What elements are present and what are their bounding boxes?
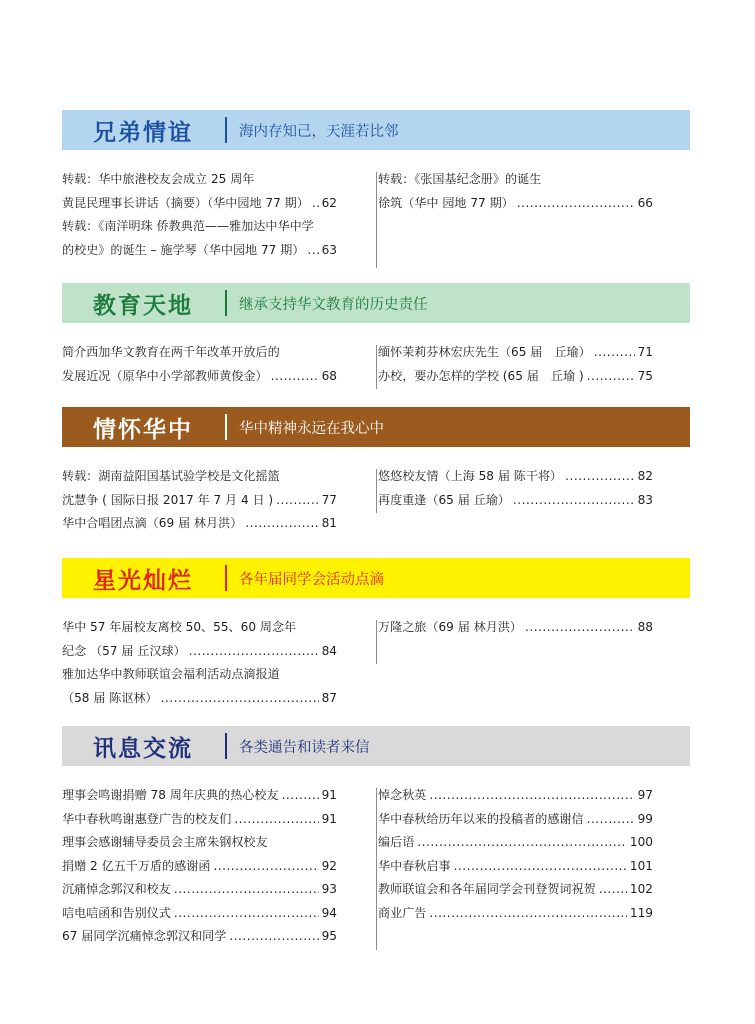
toc-right-column: [378, 341, 653, 388]
toc-entry[interactable]: [62, 784, 337, 808]
toc-left-column: [62, 465, 337, 536]
toc-entry-text: 沉痛悼念郭汉和校友: [62, 882, 171, 896]
toc-entry-line: [62, 215, 337, 239]
dot-leader: [276, 489, 318, 513]
section-information: [62, 726, 690, 949]
section-subtitle: 各年届同学会活动点滴: [239, 571, 384, 588]
toc-entry-text: 徐筑（华中 园地 77 期）: [378, 195, 514, 210]
toc-entry[interactable]: [62, 465, 337, 512]
toc-page-number: 93: [321, 882, 337, 896]
toc-page-number: 87: [321, 690, 337, 705]
toc-page-number: 97: [637, 788, 653, 802]
banner-divider: [225, 117, 227, 143]
dot-leader: [189, 640, 319, 664]
banner-divider: [225, 414, 227, 440]
dot-leader: [234, 808, 318, 832]
toc-entry-line: [378, 365, 653, 389]
toc-entry-line: [62, 925, 337, 949]
toc-page-number: 100: [629, 835, 653, 849]
toc-entry-line: [378, 808, 653, 832]
dot-leader: [174, 902, 319, 926]
toc-page-number: 81: [321, 516, 337, 530]
toc-columns: [62, 341, 690, 388]
toc-entry[interactable]: [62, 341, 337, 388]
toc-entry-text: 万隆之旅（69 届 林月洪）: [378, 620, 523, 634]
dot-leader: [229, 925, 318, 949]
toc-entry-line: [62, 831, 337, 855]
dot-leader: [587, 365, 635, 389]
column-divider: [376, 788, 377, 950]
toc-entry-line: [378, 489, 653, 513]
dot-leader: [312, 192, 319, 216]
section-brotherhood: [62, 110, 690, 262]
toc-entry-text: 悼念秋英: [378, 788, 427, 802]
toc-right-column: [378, 465, 653, 536]
toc-entry[interactable]: [378, 489, 653, 513]
toc-page-number: 119: [629, 905, 653, 920]
column-divider: [376, 620, 377, 664]
toc-entry[interactable]: [378, 465, 653, 489]
toc-entry-line: [62, 341, 337, 365]
toc-entry-text: 转载：《南洋明珠 侨教典范——雅加达中华中学: [62, 219, 314, 233]
toc-entry-line: [62, 784, 337, 808]
toc-entry[interactable]: [62, 808, 337, 832]
toc-page-number: 102: [629, 882, 653, 896]
toc-page-number: 77: [321, 492, 337, 507]
toc-entry[interactable]: [378, 902, 653, 926]
section-banner: [62, 283, 690, 323]
section-subtitle: 海内存知己，天涯若比邻: [239, 123, 399, 140]
toc-entry-text: 教师联谊会和各年届同学会刊登贺词祝贺: [378, 882, 596, 896]
toc-entry[interactable]: [62, 168, 337, 215]
toc-columns: [62, 784, 690, 949]
toc-columns: [62, 168, 690, 262]
toc-entry-text: 缅怀茉莉芬林宏庆先生（65 届 丘瑜）: [378, 345, 591, 359]
toc-right-column: [378, 616, 653, 710]
toc-entry-line: [62, 489, 337, 513]
toc-page-number: 71: [637, 345, 653, 359]
toc-page-number: 95: [321, 929, 337, 943]
column-divider: [376, 469, 377, 513]
toc-columns: [62, 465, 690, 536]
toc-entry[interactable]: [378, 168, 653, 215]
toc-entry-text: 华中春秋给历年以来的投稿者的感谢信: [378, 811, 584, 826]
section-subtitle: 各类通告和读者来信: [239, 739, 370, 756]
toc-entry-line: [62, 687, 337, 711]
toc-entry-line: [378, 784, 653, 808]
toc-page-number: 88: [637, 620, 653, 634]
toc-entry-line: [378, 341, 653, 365]
section-huazhong-sentiment: [62, 407, 690, 536]
section-title: 教育天地: [93, 291, 193, 319]
dot-leader: [271, 365, 319, 389]
toc-entry-text: 转载：湖南益阳国基试验学校是文化摇篮: [62, 469, 280, 483]
toc-page-number: 92: [321, 858, 337, 873]
dot-leader: [525, 616, 635, 640]
toc-entry-text: 黄昆民理事长讲话（摘要）（华中园地 77 期）: [62, 195, 309, 210]
section-subtitle: 华中精神永远在我心中: [239, 420, 384, 437]
section-title: 星光灿烂: [93, 566, 193, 594]
toc-page-number: 94: [321, 905, 337, 920]
toc-page-number: 91: [321, 811, 337, 826]
toc-entry-text: 办校，要办怎样的学校 (65 届 丘瑜 ): [378, 368, 584, 383]
toc-entry-text: 编后语: [378, 835, 415, 849]
toc-page-number: 83: [637, 492, 653, 507]
toc-entry-text: 华中 57 年届校友离校 50、55、60 周念年: [62, 620, 297, 634]
toc-entry-line: [62, 663, 337, 687]
toc-entry[interactable]: [378, 808, 653, 832]
toc-right-column: [378, 784, 653, 949]
dot-leader: [307, 239, 318, 263]
toc-entry-text: 发展近况（原华中小学部教师黄俊金）: [62, 368, 268, 383]
toc-entry-text: 唁电唁函和告别仪式: [62, 905, 171, 920]
section-title: 兄弟情谊: [93, 118, 193, 146]
column-divider: [376, 345, 377, 389]
toc-entry-line: [62, 808, 337, 832]
toc-entry[interactable]: [62, 878, 337, 902]
toc-page-number: 63: [321, 242, 337, 257]
toc-entry-line: [62, 616, 337, 640]
toc-page-number: 82: [637, 469, 653, 483]
toc-entry-line: [378, 168, 653, 192]
section-title: 讯息交流: [93, 734, 193, 762]
dot-leader: [517, 192, 635, 216]
toc-columns: [62, 616, 690, 710]
toc-entry-line: [62, 878, 337, 902]
toc-entry-text: 的校史》的诞生 – 施学琴（华中园地 77 期）: [62, 242, 305, 257]
toc-page-number: 101: [629, 858, 653, 873]
dot-leader: [454, 855, 627, 879]
dot-leader: [594, 341, 635, 365]
toc-entry[interactable]: [62, 616, 337, 663]
toc-entry-text: （58 届 陈讴林）: [62, 690, 158, 705]
toc-entry-line: [378, 831, 653, 855]
dot-leader: [429, 902, 627, 926]
toc-page-number: 62: [321, 195, 337, 210]
toc-entry-text: 沈慧争 ( 国际日报 2017 年 7 月 4 日 ): [62, 492, 274, 507]
toc-entry[interactable]: [62, 925, 337, 949]
section-banner: [62, 110, 690, 150]
toc-right-column: [378, 168, 653, 262]
dot-leader: [161, 687, 319, 711]
toc-entry[interactable]: [378, 878, 653, 902]
toc-entry-line: [378, 192, 653, 216]
dot-leader: [429, 784, 634, 808]
toc-entry-text: 华中春秋鸣谢惠登广告的校友们: [62, 811, 232, 826]
banner-divider: [225, 565, 227, 591]
banner-divider: [225, 290, 227, 316]
toc-entry[interactable]: [378, 784, 653, 808]
toc-page-number: 91: [321, 788, 337, 802]
toc-left-column: [62, 784, 337, 949]
toc-entry-text: 捐赠 2 亿五千万盾的感谢函: [62, 858, 211, 873]
toc-page-number: 68: [321, 368, 337, 383]
toc-entry-text: 简介西加华文教育在两千年改革开放后的: [62, 345, 280, 359]
toc-entry-text: 华中春秋启事: [378, 858, 451, 873]
toc-entry[interactable]: [378, 616, 653, 640]
dot-leader: [174, 878, 319, 902]
toc-entry[interactable]: [378, 831, 653, 855]
toc-entry-line: [62, 168, 337, 192]
toc-entry[interactable]: [378, 855, 653, 879]
toc-left-column: [62, 616, 337, 710]
section-title: 情怀华中: [93, 415, 193, 443]
banner-divider: [225, 733, 227, 759]
toc-entry-text: 67 届同学沉痛悼念郭汉和同学: [62, 929, 227, 943]
toc-entry-line: [62, 512, 337, 536]
toc-entry-text: 华中合唱团点滴（69 届 林月洪）: [62, 516, 243, 530]
section-education: [62, 283, 690, 388]
column-divider: [376, 172, 377, 268]
dot-leader: [417, 831, 627, 855]
dot-leader: [513, 489, 635, 513]
toc-page-number: 75: [637, 368, 653, 383]
toc-left-column: [62, 168, 337, 262]
dot-leader: [599, 878, 627, 902]
toc-entry[interactable]: [378, 365, 653, 389]
toc-entry-line: [62, 902, 337, 926]
toc-entry-line: [62, 192, 337, 216]
toc-entry-line: [62, 640, 337, 664]
toc-entry-line: [378, 616, 653, 640]
toc-entry-text: 理事会感谢辅导委员会主席朱钢权校友: [62, 835, 268, 849]
toc-entry[interactable]: [62, 831, 337, 878]
toc-entry[interactable]: [378, 341, 653, 365]
toc-entry-line: [62, 855, 337, 879]
toc-entry-line: [378, 902, 653, 926]
toc-entry-text: 商业广告: [378, 905, 427, 920]
toc-entry-text: 理事会鸣谢捐赠 78 周年庆典的热心校友: [62, 788, 279, 802]
toc-left-column: [62, 341, 337, 388]
toc-entry-line: [378, 465, 653, 489]
dot-leader: [565, 465, 634, 489]
section-banner: [62, 726, 690, 766]
toc-entry[interactable]: [62, 512, 337, 536]
toc-entry[interactable]: [62, 902, 337, 926]
toc-page-number: 99: [637, 811, 653, 826]
toc-entry-line: [62, 239, 337, 263]
toc-entry-text: 雅加达华中教师联谊会福利活动点滴报道: [62, 667, 280, 681]
toc-entry-text: 转载：华中旅港校友会成立 25 周年: [62, 172, 255, 186]
toc-entry-line: [62, 465, 337, 489]
toc-page-number: 84: [321, 643, 337, 658]
dot-leader: [213, 855, 318, 879]
toc-page-number: 66: [637, 195, 653, 210]
toc-entry-text: 悠悠校友情（上海 58 届 陈干将）: [378, 469, 563, 483]
section-banner: [62, 558, 690, 598]
toc-entry-line: [378, 878, 653, 902]
dot-leader: [282, 784, 319, 808]
toc-entry-text: 转载：《张国基纪念册》的诞生: [378, 172, 542, 186]
section-starlight: [62, 558, 690, 710]
toc-entry-text: 再度重逢（65 届 丘瑜）: [378, 492, 510, 507]
toc-entry[interactable]: [62, 663, 337, 710]
dot-leader: [245, 512, 318, 536]
toc-entry-line: [62, 365, 337, 389]
toc-entry-text: 纪念 （57 届 丘汉球）: [62, 643, 186, 658]
section-subtitle: 继承支持华文教育的历史责任: [239, 296, 428, 313]
dot-leader: [587, 808, 635, 832]
section-banner: [62, 407, 690, 447]
toc-entry[interactable]: [62, 215, 337, 262]
toc-entry-line: [378, 855, 653, 879]
